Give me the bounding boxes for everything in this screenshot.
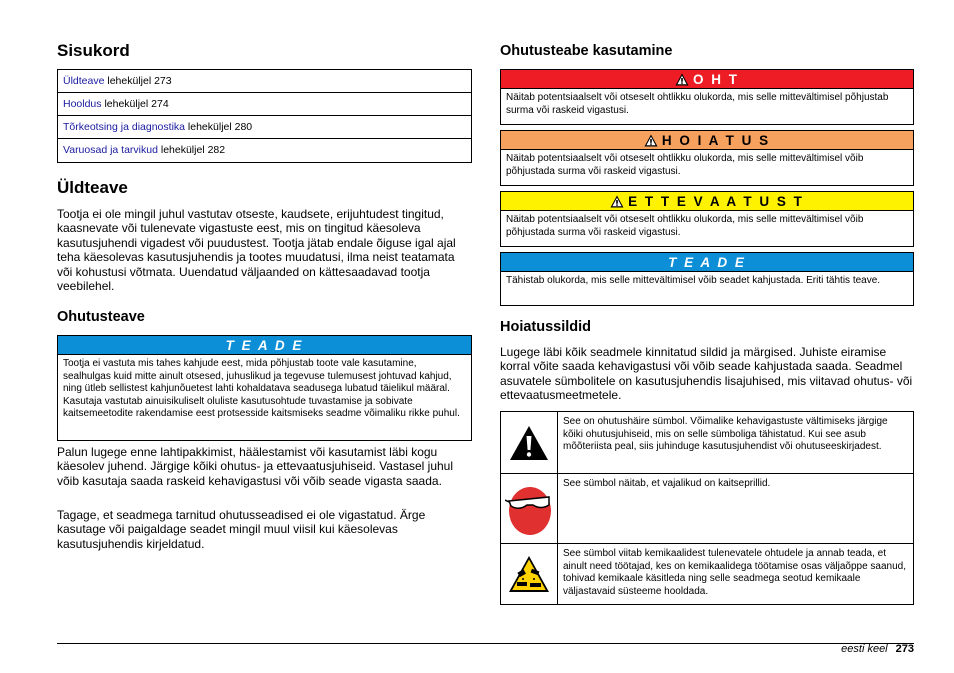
symbol-text: See sümbol näitab, et vajalikud on kaitseprillid. xyxy=(563,478,771,489)
symbol-text: See on ohutushäire sümbol. Võimalike kehavigastuste vältimiseks järgige kõiki ohutusjuhiseid, mis on selle sümboliga tähistatud. Kui see asub mõõteriista peal, siis juhinduge kasutusjuhendist või ohutuseeskirjadest. xyxy=(563,416,888,453)
caution-header xyxy=(501,192,913,211)
notice-text: Tähistab olukorda, mis selle mittevältimisel võib seadet kahjustada. Eriti tähtis teave. xyxy=(506,275,881,286)
notice-box xyxy=(57,335,472,441)
warning-triangle-icon xyxy=(644,134,658,147)
toc-page-ref: leheküljel 280 xyxy=(185,121,253,133)
section-title-general: Üldteave xyxy=(57,178,128,197)
warning-box xyxy=(500,130,914,186)
safety-paragraph-2: Tagage, et seadmega tarnitud ohutusseadised ei ole vigastatud. Ärge kasutage või paigaldage seadet mingil muul viisil kui käesolevas kasutusjuhendis kirjeldatud. xyxy=(57,508,426,551)
toc-item xyxy=(58,139,471,162)
toc-page-ref: leheküljel 274 xyxy=(101,98,169,110)
toc-link[interactable]: Tõrkeotsing ja diagnostika xyxy=(63,121,185,133)
warning-text: Näitab potentsiaalselt või otseselt ohtlikku olukorda, mis selle mittevältimisel võib põhjustada surma või raskeid vigastusi. xyxy=(506,153,864,177)
symbol-icon-cell xyxy=(501,412,558,473)
warning-header xyxy=(501,131,913,150)
notice-header: T E A D E xyxy=(58,336,471,355)
toc-page-ref: leheküljel 273 xyxy=(104,75,172,87)
toc-title: Sisukord xyxy=(57,41,130,60)
symbol-icon-cell xyxy=(501,474,558,543)
page-footer xyxy=(841,643,914,655)
toc-link[interactable]: Varuosad ja tarvikud xyxy=(63,144,158,156)
danger-header xyxy=(501,70,913,89)
symbol-table xyxy=(500,411,914,605)
danger-box xyxy=(500,69,914,125)
caution-text: Näitab potentsiaalselt või otseselt ohtlikku olukorda, mis selle mittevältimisel võib põhjustada surma või raskeid vigastusi. xyxy=(506,214,864,238)
safety-glasses-icon xyxy=(505,483,553,535)
warning-triangle-icon xyxy=(675,73,689,86)
symbol-row xyxy=(501,544,913,604)
warning-label: H O I A T U S xyxy=(661,132,771,148)
toc-page-ref: leheküljel 282 xyxy=(157,144,226,156)
toc-table xyxy=(57,69,472,163)
symbol-text: See sümbol viitab kemikaalidest tulenevatele ohtudele ja annab teada, et ainult need töötajad, kes on kemikaalidega töötamise osas väljaõppe saanud, tohivad kemikaale käsitleda ning selle seadmega seotud kemikaale väljastavaid süsteeme hooldada. xyxy=(563,548,907,597)
section-title-hazard-use: Ohutusteabe kasutamine xyxy=(500,43,673,59)
page-number: 273 xyxy=(895,643,914,655)
labels-paragraph: Lugege läbi kõik seadmele kinnitatud sildid ja märgised. Juhiste eiramise korral võite saada kehavigastusi või võib seade kahjustada saada. Seadmel asuvatele sümbolitele on kasutusjuhendis lisajuhised, mis viitavad ohutus- või ettevaatusmeetmetele. xyxy=(500,345,913,403)
notice-text: Tootja ei vastuta mis tahes kahjude eest, mida põhjustab toote vale kasutamine, sealhulgas kuid mitte ainult otsesed, juhuslikud ja tegevuse tulemusest johtuvad kahjud, ning ütleb sellistest kahjunõuetest lahti kohaldatava seadusega lubatud täielikul määral. Kasutaja vastutab ainuisikuliselt oluliste kasutusohtude tuvastamise ja sobivate kaitsemeetodite rakendamise eest protsesside kaitsmiseks seadme võimaliku rikke puhul. xyxy=(63,358,460,420)
danger-label: O H T xyxy=(693,71,739,87)
toc-item xyxy=(58,70,471,93)
symbol-row xyxy=(501,412,913,474)
toc-link[interactable]: Hooldus xyxy=(63,98,102,110)
toc-item xyxy=(58,93,471,116)
caution-label: E T T E V A A T U S T xyxy=(628,193,804,209)
section-title-labels: Hoiatussildid xyxy=(500,319,592,335)
general-paragraph: Tootja ei ole mingil juhul vastutav otseste, kaudsete, erijuhtudest tingitud, kaasnevate või tulenevate vigastuste eest, mis on tingitud käesoleva kasutusjuhendi vigadest või puudustest. Tootja jätab endale õiguse igal ajal teha käesolevas kasutusjuhendis ja tootes muudatusi, ilma neist teatamata või kohustusi võtmata. Uuendatud väljaanded on kättesaadavad tootja veebilehel. xyxy=(57,207,456,294)
corrosive-chemical-icon xyxy=(508,555,550,593)
section-title-safety: Ohutusteave xyxy=(57,309,145,325)
footer-divider xyxy=(57,643,914,644)
notice-header: T E A D E xyxy=(501,253,913,272)
footer-language: eesti keel xyxy=(841,643,888,655)
warning-exclamation-icon xyxy=(509,425,549,461)
toc-item xyxy=(58,116,471,139)
caution-box xyxy=(500,191,914,247)
warning-triangle-icon xyxy=(610,195,624,208)
danger-text: Näitab potentsiaalselt või otseselt ohtlikku olukorda, mis selle mittevältimisel põhjustab surma või raskeid vigastusi. xyxy=(506,92,889,116)
safety-paragraph-1: Palun lugege enne lahtipakkimist, häälestamist või kasutamist läbi kogu käesolev juhend. Järgige kõiki ohutus- ja ettevaatusjuhiseid. Vastasel juhul võib kasutaja saada raskeid kehavigastusi või võib seade vigasta saada. xyxy=(57,445,454,488)
toc-link[interactable]: Üldteave xyxy=(63,75,105,87)
symbol-icon-cell xyxy=(501,544,558,604)
symbol-row xyxy=(501,474,913,544)
notice-box-2 xyxy=(500,252,914,306)
